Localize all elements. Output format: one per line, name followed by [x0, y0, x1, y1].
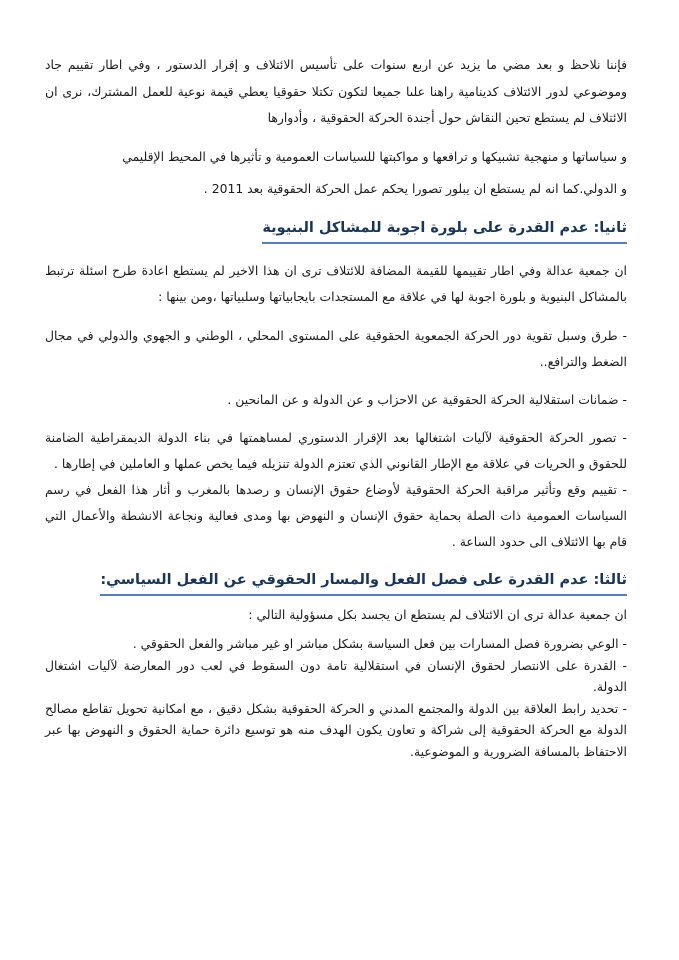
section-3-heading: ثالثا: عدم القدرة على فصل الفعل والمسار الحقوقي عن الفعل السياسي: [100, 569, 627, 596]
section-2-intro: ان جمعية عدالة وفي اطار تقييمها للقيمة المضافة للائتلاف ترى ان هذا الاخير لم يستطع اعادة طرح اسئلة ترتبط بالمشاكل البنيوية و بلورة اجوبة لها في علاقة مع المستجدات بايجابياتها وسلبياتها ،ومن بينها : [45, 262, 627, 304]
section-2-bullet: - طرق وسبل تقوية دور الحركة الجمعوية الحقوقية على المستوى المحلي ، الوطني و الجهوي والدولي في مجال الضغط والترافع.. [45, 327, 627, 369]
intro-paragraph-end: و الدولي.كما انه لم يستطع ان يبلور تصورا يحكم عمل الحركة الحقوقية بعد 2011 . [203, 181, 627, 196]
section-2-heading: ثانيا: عدم القدرة على بلورة اجوبة للمشاكل البنيوية [262, 217, 627, 244]
section-2-bullet: - تصور الحركة الحقوقية لآليات اشتغالها بعد الإقرار الدستوري لمساهمتها في بناء الدولة الديمقراطية الضامنة للحقوق و الحريات في علاقة مع الإطار القانوني الذي تعتزم الدولة تنزيله فيما يخص عملها و العاملين في إطارها . [45, 429, 627, 471]
section-2-bullet: - تقييم وقع وتأثير مراقبة الحركة الحقوقية لأوضاع حقوق الإنسان و رصدها بالمغرب و أثار هذا الفعل في رسم السياسات العمومية ذات الصلة بحماية حقوق الإنسان و النهوض بها ومدى فعالية ونجاعة الانشطة والأعمال التي قام بها الائتلاف الى حدود الساعة . [45, 481, 627, 549]
section-3-heading-wrap [45, 569, 627, 596]
intro-paragraph-continued: و سياساتها و منهجية تشبيكها و ترافعها و مواكبتها للسياسات العمومية و تأثيرها في المحيط الإقليمي [122, 148, 627, 164]
section-3-bullet: - القدرة على الانتصار لحقوق الإنسان في استقلالية تامة دون السقوط في لعب دور المعارضة لآليات اشتغال الدولة. [45, 657, 627, 694]
section-2-bullet: - ضمانات استقلالية الحركة الحقوقية عن الاحزاب و عن الدولة و عن المانحين . [227, 391, 627, 407]
section-2-heading-wrap [45, 217, 627, 244]
section-3-intro: ان جمعية عدالة ترى ان الائتلاف لم يستطع ان يجسد بكل مسؤولية التالي : [248, 606, 627, 622]
intro-paragraph: فإننا نلاحظ و بعد مضي ما يزيد عن اربع سنوات على تأسيس الائتلاف و إقرار الدستور ، وفي اطار تقييم جاد وموضوعي لدور الائتلاف كدينامية راهنا علىا جميعا لتكون تكتلا حقوقيا يعطي قيمة نوعية للعمل المشترك، نرى ان الائتلاف لم يستطع تحين النقاش حول أجندة الحركة الحقوقية ، وأدوارها [45, 57, 627, 125]
section-3-bullet: - الوعي بضرورة فصل المسارات بين فعل السياسة بشكل مباشر او غير مباشر والفعل الحقوقي . [132, 636, 627, 651]
section-3-bullet: - تحديد رابط العلاقة بين الدولة والمجتمع المدني و الحركة الحقوقية بشكل دقيق ، مع امكانية تحويل تقاطع مصالح الدولة مع الحركة الحقوقية إلى شراكة و تعاون يكون الهدف منه هو توسيع دائرة حماية الحقوق و النهوض بها عبر الاحتفاظ بالمسافة الضرورية و الموضوعية. [45, 700, 627, 759]
